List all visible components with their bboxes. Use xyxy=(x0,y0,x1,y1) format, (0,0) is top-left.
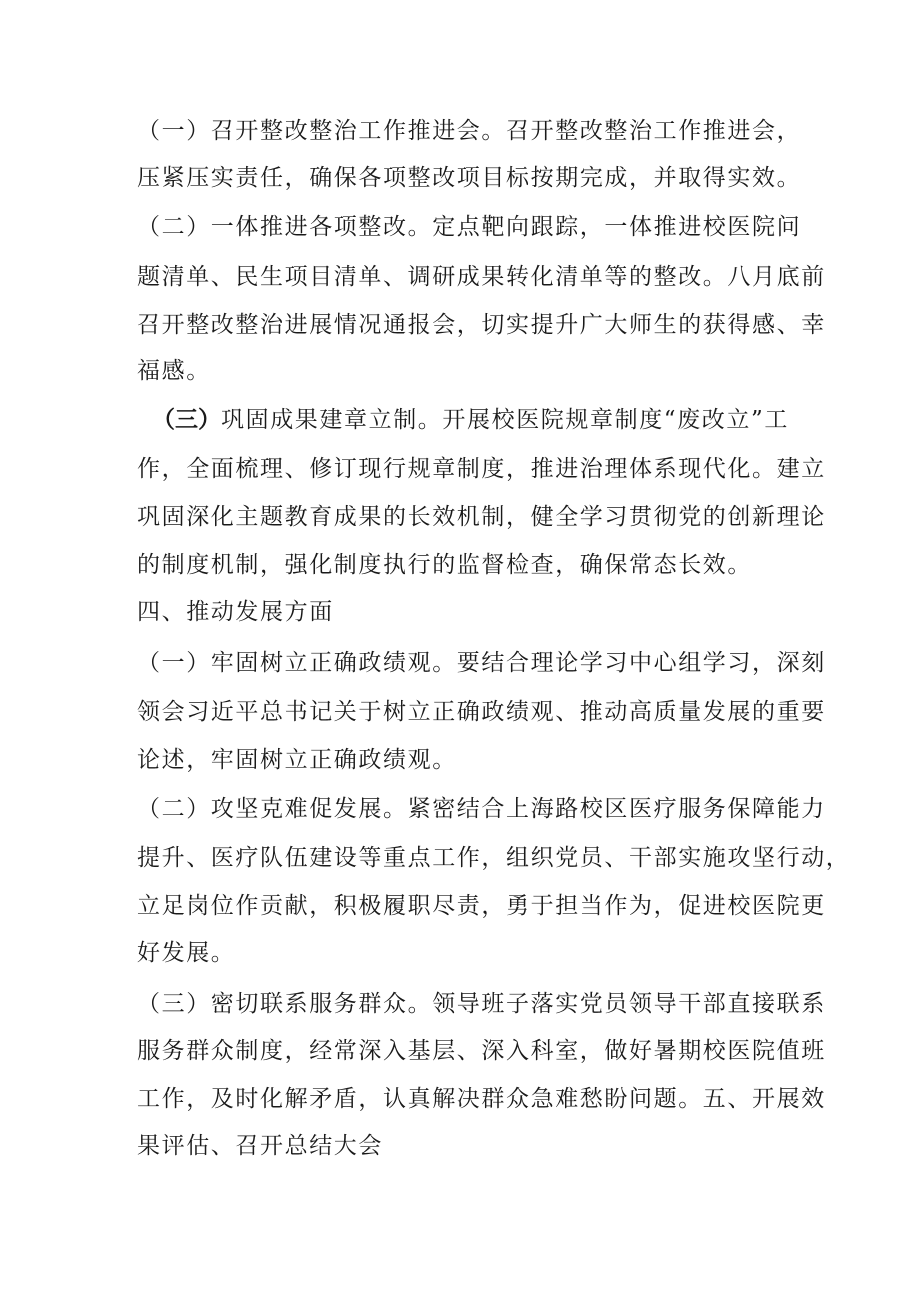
paragraph-line-with-marker xyxy=(152,405,789,435)
section-marker: （三） xyxy=(152,407,221,433)
paragraph-line: （三）密切联系服务群众。领导班子落实党员领导干部直接联系 xyxy=(137,991,826,1017)
paragraph-line: 服务群众制度，经常深入基层、深入科室，做好暑期校医院值班 xyxy=(137,1038,826,1064)
paragraph-line: （二）一体推进各项整改。定点靶向跟踪，一体推进校医院问 xyxy=(137,214,802,240)
section-heading: 四、推动发展方面 xyxy=(137,599,334,625)
paragraph-line: 压紧压实责任，确保各项整改项目标按期完成，并取得实效。 xyxy=(137,165,802,191)
paragraph-line: 作，全面梳理、修订现行规章制度，推进治理体系现代化。建立 xyxy=(137,456,826,482)
paragraph-line: （一）召开整改整治工作推进会。召开整改整治工作推进会， xyxy=(137,118,802,144)
paragraph-line: 的制度机制，强化制度执行的监督检查，确保常态长效。 xyxy=(137,552,752,578)
paragraph-text: 巩固成果建章立制。开展校医院规章制度“废改立”工 xyxy=(221,407,789,433)
paragraph-line: 立足岗位作贡献，积极履职尽责，勇于担当作为，促进校医院更 xyxy=(137,893,826,919)
paragraph-line: 论述，牢固树立正确政绩观。 xyxy=(137,747,457,773)
paragraph-line: 题清单、民生项目清单、调研成果转化清单等的整改。八月底前 xyxy=(137,264,826,290)
paragraph-line: 召开整改整治进展情况通报会，切实提升广大师生的获得感、幸 xyxy=(137,312,826,338)
paragraph-line: 工作，及时化解矛盾，认真解决群众急难愁盼问题。五、开展效 xyxy=(137,1086,826,1112)
paragraph-line: 好发展。 xyxy=(137,940,236,966)
paragraph-line: 领会习近平总书记关于树立正确政绩观、推动高质量发展的重要 xyxy=(137,699,826,725)
paragraph-line: 果评估、召开总结大会 xyxy=(137,1133,383,1159)
paragraph-line: （一）牢固树立正确政绩观。要结合理论学习中心组学习，深刻 xyxy=(137,650,826,676)
paragraph-line: 提升、医疗队伍建设等重点工作，组织党员、干部实施攻坚行动， xyxy=(137,845,851,871)
paragraph-line: 巩固深化主题教育成果的长效机制，健全学习贯彻党的创新理论 xyxy=(137,504,826,530)
paragraph-line: 福感。 xyxy=(137,358,211,384)
paragraph-line: （二）攻坚克难促发展。紧密结合上海路校区医疗服务保障能力 xyxy=(137,796,826,822)
